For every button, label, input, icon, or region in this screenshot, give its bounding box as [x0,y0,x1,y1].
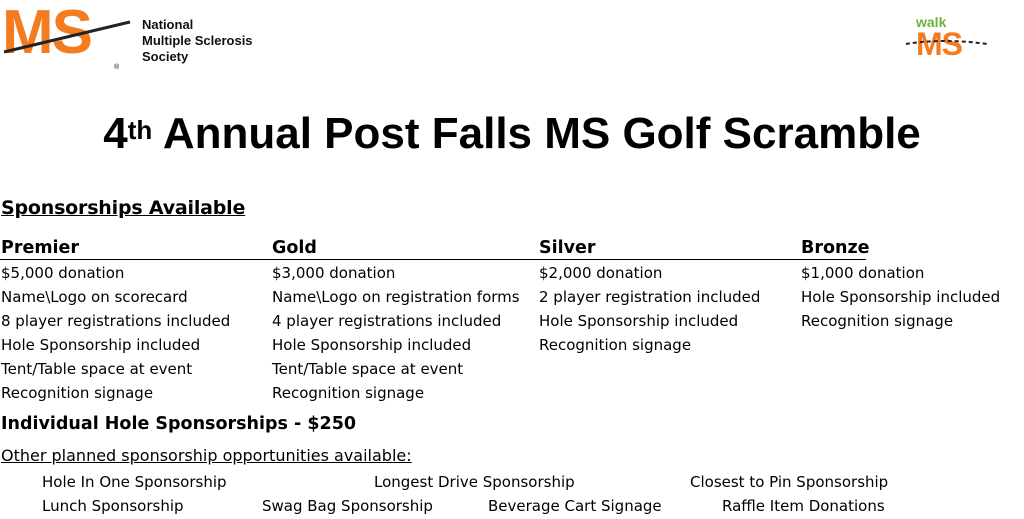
opportunity-item: Closest to Pin Sponsorship [690,473,889,491]
opportunity-item: Hole In One Sponsorship [42,473,227,491]
tier-benefit: Recognition signage [539,336,692,354]
tier-name: Silver [539,238,596,258]
tier-bronze [801,238,1000,333]
other-opportunities-heading: Other planned sponsorship opportunities available: [1,446,412,465]
tier-benefits-list [801,261,1000,333]
opportunity-item: Beverage Cart Signage [488,497,662,515]
tier-benefit: 2 player registration included [539,288,761,306]
walk-logo-word: walk [916,14,947,30]
footprints-icon [902,36,992,56]
opportunity-item: Longest Drive Sponsorship [374,473,575,491]
tier-name: Premier [1,238,80,258]
tier-benefit: Hole Sponsorship included [539,312,739,330]
tier-benefit: Recognition signage [801,312,954,330]
tier-benefit: Recognition signage [272,384,425,402]
tier-header-divider [0,259,866,260]
tier-premier [1,238,230,405]
tier-benefit: $1,000 donation [801,264,925,282]
tier-benefit: 4 player registrations included [272,312,502,330]
ms-society-logo [2,0,130,71]
tier-benefit: Tent/Table space at event [272,360,464,378]
tier-gold [272,238,520,405]
sponsorships-heading: Sponsorships Available [1,197,246,219]
tier-benefit: Recognition signage [1,384,154,402]
org-name-line: Multiple Sclerosis [142,33,253,48]
registered-mark-icon: ® [114,64,120,71]
org-name [142,17,253,65]
title-superscript: th [127,115,153,145]
title-ordinal: 4 [103,109,128,158]
tier-benefits-list [1,261,230,405]
tier-benefit: 8 player registrations included [1,312,231,330]
individual-hole-sponsorships: Individual Hole Sponsorships - $250 [1,414,357,434]
opportunity-item: Raffle Item Donations [722,497,885,515]
title-text: Annual Post Falls MS Golf Scramble [152,109,921,158]
tier-benefit: Name\Logo on registration forms [272,288,520,306]
opportunity-item: Swag Bag Sponsorship [262,497,433,515]
tier-benefit: $2,000 donation [539,264,663,282]
tier-benefit: $5,000 donation [1,264,125,282]
ms-logo-letters: MS [2,0,91,67]
tier-name: Gold [272,238,317,258]
tier-benefit: Hole Sponsorship included [272,336,472,354]
tier-silver [539,238,760,357]
org-name-line: National [142,17,194,32]
tier-benefits-list [272,261,520,405]
tier-benefit: Hole Sponsorship included [1,336,201,354]
tier-name: Bronze [801,238,870,258]
walk-ms-logo [902,14,992,64]
tier-benefit: Tent/Table space at event [1,360,193,378]
logo-swoosh-icon [2,8,132,70]
opportunity-item: Lunch Sponsorship [42,497,184,515]
tier-benefit: Hole Sponsorship included [801,288,1001,306]
tier-benefit: $3,000 donation [272,264,396,282]
org-name-line: Society [142,49,189,64]
page-title [0,106,1024,162]
walk-logo-ms: MS [916,26,962,62]
tier-benefit: Name\Logo on scorecard [1,288,188,306]
tier-benefits-list [539,261,760,357]
